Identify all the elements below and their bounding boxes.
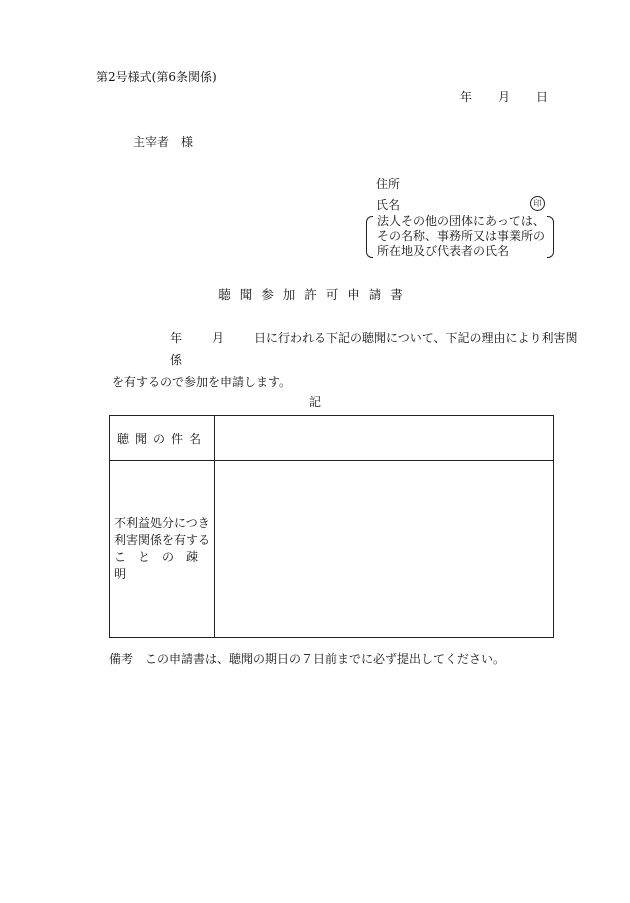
corporate-note-text <box>377 214 545 259</box>
reason-label-cell <box>110 461 215 638</box>
form-number: 第2号様式(第6条関係) <box>96 70 217 84</box>
name-label: 氏名 <box>376 198 401 212</box>
date-month: 月 <box>498 90 511 104</box>
remarks-label: 備考 <box>109 652 134 666</box>
address-label: 住所 <box>376 177 401 191</box>
body-line-1-rest: 日に行われる下記の聴聞について、下記の理由により利害関係 <box>170 331 578 367</box>
note-line: 所在地及び代表者の氏名 <box>377 244 510 258</box>
reason-value-cell[interactable] <box>215 461 554 638</box>
bracket-left <box>366 216 373 258</box>
date-day: 日 <box>536 90 549 104</box>
note-line: その名称、事務所又は事業所の <box>377 229 546 243</box>
reason-label-line: 利害関係を有する <box>114 533 211 547</box>
remarks-text: この申請書は、聴聞の期日の７日前までに必ず提出してください。 <box>145 652 506 666</box>
table-row <box>110 416 554 461</box>
subject-label-cell <box>110 416 215 461</box>
remarks <box>109 650 505 667</box>
body-line-2: を有するので参加を申請します。 <box>112 375 292 389</box>
date-line <box>460 88 548 105</box>
reason-label-line: ことの疎明 <box>114 550 211 581</box>
body-month: 月 <box>212 331 225 345</box>
subject-value-cell[interactable] <box>215 416 554 461</box>
seal-mark: 印 <box>530 196 545 211</box>
bracket-right <box>547 216 554 258</box>
subject-label: 聴聞の件名 <box>116 431 207 446</box>
date-year: 年 <box>460 90 473 104</box>
table-row <box>110 461 554 638</box>
reason-label-line: 不利益処分につき <box>114 516 210 530</box>
body-text <box>112 327 582 393</box>
body-year: 年 <box>170 331 183 345</box>
document-title: 聴聞参加許可申請書 <box>218 287 412 302</box>
reason-label <box>114 515 210 583</box>
application-table <box>109 415 554 638</box>
note-line: 法人その他の団体にあっては、 <box>377 214 545 228</box>
addressee: 主宰者 様 <box>133 135 194 149</box>
body-line-1 <box>112 327 582 371</box>
ki-heading: 記 <box>308 395 321 409</box>
corporate-note <box>366 214 554 260</box>
